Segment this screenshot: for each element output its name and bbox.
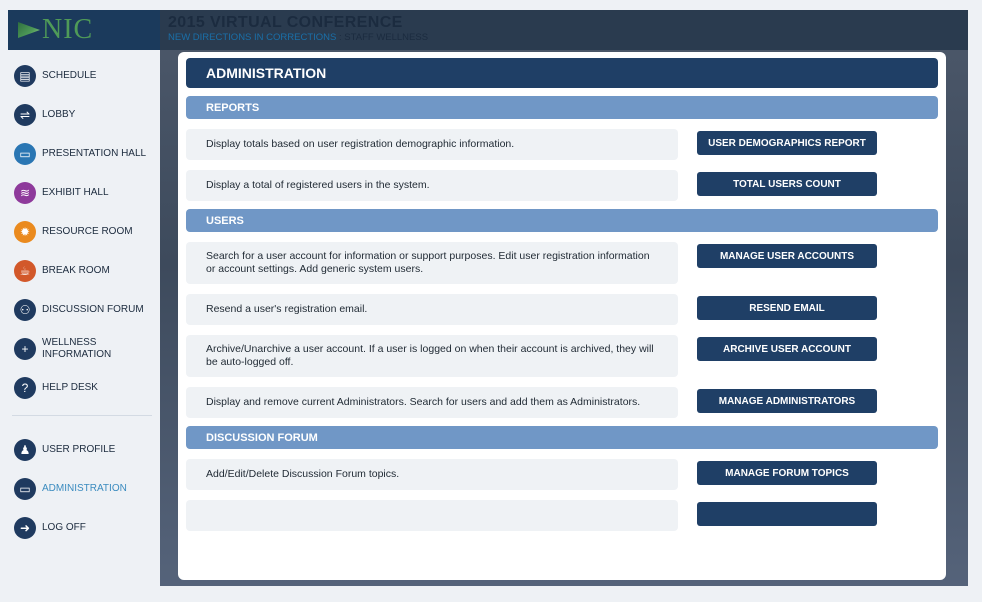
admin-row (186, 459, 938, 490)
admin-sections (186, 96, 938, 531)
row-description: Archive/Unarchive a user account. If a user is logged on when their account is archived, they will be auto-logged off. (186, 335, 678, 377)
admin-row (186, 335, 938, 377)
row-description: Resend a user's registration email. (186, 294, 678, 325)
conference-subtitle (168, 32, 428, 43)
sidebar-item-label: PRESENTATION HALL (42, 147, 147, 159)
logout-icon: ➜ (14, 517, 36, 539)
sidebar-item-label: RESOURCE ROOM (42, 225, 133, 237)
user-demographics-report-button[interactable]: USER DEMOGRAPHICS REPORT (697, 131, 877, 155)
sidebar-item-label: WELLNESS INFORMATION (42, 336, 112, 360)
conference-banner (160, 10, 968, 50)
sidebar-item-label: LOG OFF (42, 521, 86, 533)
sidebar-item-administration[interactable] (8, 469, 160, 508)
account-nav (8, 424, 160, 547)
row-description: Display a total of registered users in the system. (186, 170, 678, 201)
sidebar-item-label: USER PROFILE (42, 443, 116, 455)
sidebar-item-break-room[interactable] (8, 251, 160, 290)
calendar-icon: ▤ (14, 65, 36, 87)
layers-icon: ≋ (14, 182, 36, 204)
administration-content (186, 58, 938, 531)
admin-row (186, 500, 938, 531)
sidebar-item-discussion-forum[interactable] (8, 290, 160, 329)
question-icon: ? (14, 377, 36, 399)
sidebar-item-help-desk[interactable] (8, 368, 160, 407)
sidebar-item-label: EXHIBIT HALL (42, 186, 109, 198)
presentation-icon: ▭ (14, 143, 36, 165)
person-icon: ♟ (14, 439, 36, 461)
archive-user-account-button[interactable]: ARCHIVE USER ACCOUNT (697, 337, 877, 361)
conference-title: 2015 VIRTUAL CONFERENCE (168, 14, 403, 31)
action-button[interactable] (697, 502, 877, 526)
section-header-users: USERS (186, 209, 938, 232)
sidebar-item-label: HELP DESK (42, 381, 98, 393)
section-header-reports: REPORTS (186, 96, 938, 119)
row-description: Display totals based on user registration demographic information. (186, 129, 678, 160)
admin-row (186, 170, 938, 201)
sidebar-item-wellness-information[interactable] (8, 329, 160, 368)
coffee-icon: ☕ (14, 260, 36, 282)
section-header-discussion-forum: DISCUSSION FORUM (186, 426, 938, 449)
row-description (186, 500, 678, 531)
administration-panel (178, 52, 946, 580)
admin-row (186, 242, 938, 284)
sidebar-item-lobby[interactable] (8, 95, 160, 134)
sidebar-item-resource-room[interactable] (8, 212, 160, 251)
sidebar-item-label: ADMINISTRATION (42, 482, 127, 494)
nic-logo[interactable] (8, 10, 160, 50)
row-description: Search for a user account for information or support purposes. Edit user registration information or account settings. Add generic system users. (186, 242, 678, 284)
row-description: Display and remove current Administrators. Search for users and add them as Administrators. (186, 387, 678, 418)
administration-title: ADMINISTRATION (186, 58, 938, 88)
subtitle-secondary: STAFF WELLNESS (344, 32, 429, 43)
admin-row (186, 387, 938, 418)
sidebar-item-log-off[interactable] (8, 508, 160, 547)
signpost-icon: ⇌ (14, 104, 36, 126)
logo-mark-icon (18, 19, 40, 41)
subtitle-separator: : (336, 32, 345, 43)
sidebar-item-presentation-hall[interactable] (8, 134, 160, 173)
laptop-icon: ▭ (14, 478, 36, 500)
sidebar-item-label: DISCUSSION FORUM (42, 303, 144, 315)
logo-text: NIC (42, 14, 94, 45)
nav-divider (12, 415, 152, 416)
sidebar (8, 10, 160, 602)
plus-icon: + (14, 338, 36, 360)
subtitle-primary: NEW DIRECTIONS IN CORRECTIONS (168, 32, 337, 43)
manage-user-accounts-button[interactable]: MANAGE USER ACCOUNTS (697, 244, 877, 268)
main-nav (8, 50, 160, 407)
total-users-count-button[interactable]: TOTAL USERS COUNT (697, 172, 877, 196)
resend-email-button[interactable]: RESEND EMAIL (697, 296, 877, 320)
sidebar-item-schedule[interactable] (8, 56, 160, 95)
gear-icon: ✹ (14, 221, 36, 243)
sidebar-item-user-profile[interactable] (8, 430, 160, 469)
manage-forum-topics-button[interactable]: MANAGE FORUM TOPICS (697, 461, 877, 485)
people-icon: ⚇ (14, 299, 36, 321)
sidebar-item-exhibit-hall[interactable] (8, 173, 160, 212)
admin-row (186, 294, 938, 325)
sidebar-item-label: BREAK ROOM (42, 264, 110, 276)
sidebar-item-label: SCHEDULE (42, 69, 97, 81)
admin-row (186, 129, 938, 160)
row-description: Add/Edit/Delete Discussion Forum topics. (186, 459, 678, 490)
sidebar-item-label: LOBBY (42, 108, 76, 120)
manage-administrators-button[interactable]: MANAGE ADMINISTRATORS (697, 389, 877, 413)
